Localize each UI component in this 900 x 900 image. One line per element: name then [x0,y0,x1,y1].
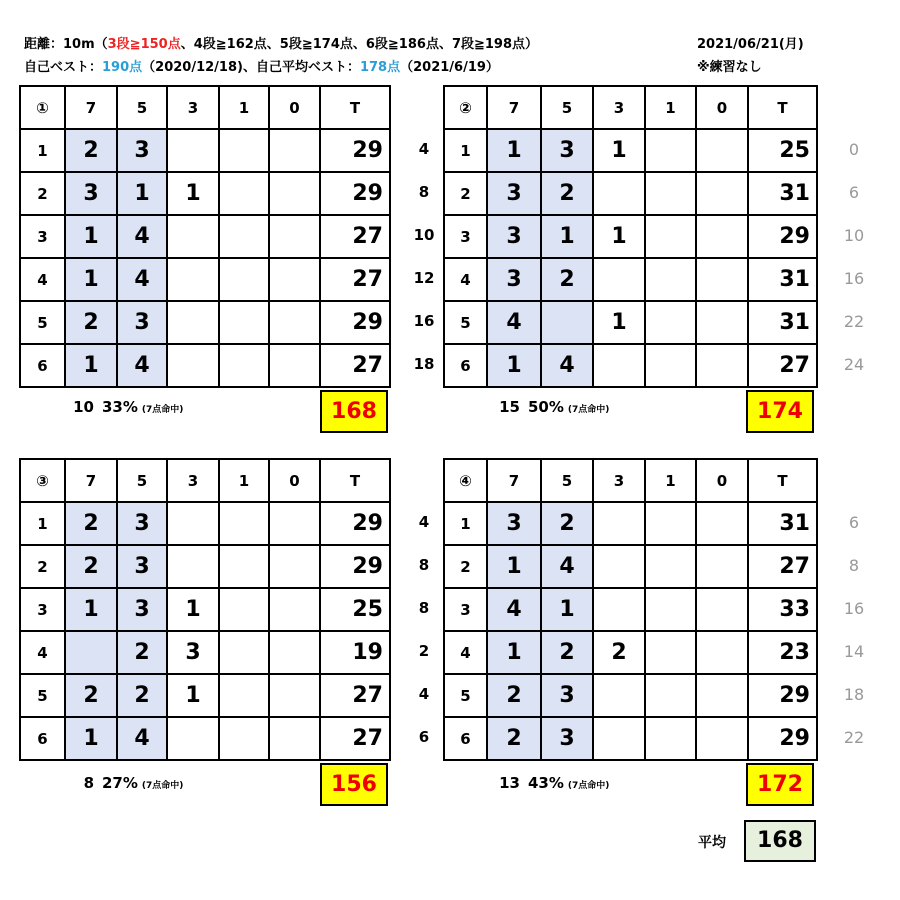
row-number: 2 [20,172,65,215]
row-number: 3 [444,215,487,258]
col-1: 1 [219,459,269,502]
cell-0 [269,172,320,215]
col-3: 3 [167,86,219,129]
row-number: 4 [444,631,487,674]
cell-0 [696,215,748,258]
cell-1 [645,674,696,717]
cell-3 [167,344,219,387]
round-4-summary [486,774,609,792]
distance-prefix: 距離：10m（ [24,37,108,52]
round-3-summary [60,774,183,792]
cell-0 [269,674,320,717]
cell-1 [219,717,269,760]
rank-thresholds: 、4段≧162点、5段≧174点、6段≧186点、7段≧198点） [180,37,539,52]
cell-5: 3 [117,588,167,631]
col-1: 1 [645,459,696,502]
row-number: 4 [444,258,487,301]
cell-0 [269,588,320,631]
table-row [20,258,390,301]
cell-0 [696,545,748,588]
cell-5: 3 [541,717,593,760]
cumulative-value: 16 [843,269,865,288]
round-3-table [19,458,391,761]
table-row [444,172,817,215]
row-number: 1 [20,129,65,172]
row-number: 5 [444,301,487,344]
cell-0 [269,129,320,172]
cell-3 [167,258,219,301]
cell-7: 2 [65,129,117,172]
row-total: 31 [748,502,817,545]
row-number: 6 [20,717,65,760]
cell-1 [645,588,696,631]
cell-5: 3 [117,502,167,545]
cumulative-value: 24 [843,355,865,374]
cell-3: 1 [593,301,645,344]
cell-1 [645,717,696,760]
hit-percent: 33% [102,398,138,416]
hit-note: (7点命中) [567,405,610,415]
cell-3: 1 [593,129,645,172]
col-7: 7 [487,459,541,502]
cell-0 [696,502,748,545]
cell-3: 1 [167,588,219,631]
cell-7: 2 [65,301,117,344]
cell-5: 4 [541,545,593,588]
cumulative-value: 8 [418,556,430,574]
cell-0 [269,717,320,760]
table-row [20,674,390,717]
table-row [444,631,817,674]
row-total: 27 [748,344,817,387]
row-total: 29 [320,129,390,172]
col-7: 7 [65,86,117,129]
row-total: 31 [748,172,817,215]
row-total: 19 [320,631,390,674]
table-row [20,545,390,588]
cell-5: 2 [541,172,593,215]
rank3-threshold: 3段≧150点 [107,37,181,52]
table-row [20,344,390,387]
row-total: 29 [320,301,390,344]
cell-3 [167,545,219,588]
cell-5: 2 [541,502,593,545]
cumulative-value: 6 [848,183,860,202]
col-1: 1 [219,86,269,129]
row-total: 27 [320,717,390,760]
table-row [444,674,817,717]
cell-1 [219,172,269,215]
cell-0 [269,631,320,674]
cumulative-value: 2 [418,642,430,660]
col-1: 1 [645,86,696,129]
cumulative-value: 0 [848,140,860,159]
row-number: 5 [20,674,65,717]
cell-3: 2 [593,631,645,674]
cumulative-value: 10 [413,226,435,244]
round-3-total: 156 [320,763,388,806]
hit-count: 15 [499,398,520,416]
table-row [20,588,390,631]
row-number: 6 [444,717,487,760]
cell-5: 2 [117,674,167,717]
table-row [20,301,390,344]
cell-5: 3 [117,301,167,344]
table-row [444,502,817,545]
hit-count: 10 [73,398,94,416]
row-total: 23 [748,631,817,674]
row-number: 6 [444,344,487,387]
cell-7: 1 [487,129,541,172]
cell-0 [696,301,748,344]
row-total: 29 [320,172,390,215]
cell-1 [219,545,269,588]
table-row [444,588,817,631]
cumulative-value: 22 [843,312,865,331]
average-label: 平均 [698,835,726,851]
row-total: 31 [748,301,817,344]
cell-3 [167,502,219,545]
row-total: 25 [320,588,390,631]
table-row [444,258,817,301]
cell-1 [219,674,269,717]
round-4-total: 172 [746,763,814,806]
table-row [444,717,817,760]
table-row [20,502,390,545]
cell-5: 2 [541,631,593,674]
cell-1 [645,172,696,215]
cell-1 [645,631,696,674]
cumulative-value: 6 [848,513,860,532]
cell-0 [269,344,320,387]
cell-5: 1 [541,588,593,631]
average-value: 168 [744,820,816,862]
table-row [444,129,817,172]
cell-1 [645,215,696,258]
row-number: 3 [20,588,65,631]
round-label: ① [20,86,65,129]
cumulative-value: 10 [843,226,865,245]
practice-note: ※練習なし [697,60,762,75]
cumulative-value: 14 [843,642,865,661]
hit-note: (7点命中) [567,781,610,791]
cell-7: 3 [487,258,541,301]
round-1-cumulative [402,128,446,386]
cell-7: 2 [65,502,117,545]
row-total: 25 [748,129,817,172]
round-label: ③ [20,459,65,502]
cell-1 [219,258,269,301]
row-total: 33 [748,588,817,631]
row-number: 3 [20,215,65,258]
cell-5: 4 [117,215,167,258]
cell-0 [696,129,748,172]
round-1-total: 168 [320,390,388,433]
cell-3 [167,215,219,258]
hit-count: 13 [499,774,520,792]
hit-percent: 43% [528,774,564,792]
col-7: 7 [487,86,541,129]
cell-1 [645,545,696,588]
cell-1 [645,258,696,301]
cumulative-value: 4 [418,140,430,158]
cell-0 [696,588,748,631]
row-number: 6 [20,344,65,387]
row-number: 4 [20,631,65,674]
hit-count: 8 [83,774,94,792]
cell-7: 1 [65,344,117,387]
cell-5: 2 [541,258,593,301]
row-number: 1 [20,502,65,545]
table-row [20,129,390,172]
cell-1 [219,502,269,545]
cell-7: 1 [65,717,117,760]
hit-percent: 50% [528,398,564,416]
cell-5: 4 [117,717,167,760]
round-4-table [443,458,818,761]
cell-3 [593,172,645,215]
average-best-score: 178点 [359,60,401,75]
col-0: 0 [269,86,320,129]
row-number: 1 [444,502,487,545]
cell-0 [269,502,320,545]
row-total: 29 [748,674,817,717]
row-total: 29 [320,545,390,588]
round-1-table [19,85,391,388]
table-row [444,545,817,588]
cell-3 [593,717,645,760]
cell-3: 1 [167,674,219,717]
row-number: 5 [20,301,65,344]
cumulative-value: 16 [843,599,865,618]
col-3: 3 [593,459,645,502]
row-total: 29 [320,502,390,545]
cell-3 [593,674,645,717]
cell-7 [65,631,117,674]
row-total: 29 [748,717,817,760]
session-date: 2021/06/21(月) [697,37,804,52]
cell-3: 1 [593,215,645,258]
cumulative-value: 18 [413,355,435,373]
cell-7: 1 [65,588,117,631]
cell-3: 3 [167,631,219,674]
cumulative-value: 18 [843,685,865,704]
row-total: 27 [320,344,390,387]
cell-7: 4 [487,301,541,344]
col-5: 5 [117,86,167,129]
cell-1 [645,502,696,545]
row-number: 4 [20,258,65,301]
cell-7: 3 [487,215,541,258]
col-total: T [320,459,390,502]
cell-7: 1 [487,631,541,674]
col-total: T [320,86,390,129]
hit-note: (7点命中) [141,781,184,791]
best-middle: （2020/12/18)、自己平均ベスト： [142,60,360,75]
cell-0 [269,215,320,258]
cell-3 [593,545,645,588]
col-7: 7 [65,459,117,502]
cell-1 [219,588,269,631]
col-5: 5 [117,459,167,502]
row-number: 2 [444,545,487,588]
table-row [20,631,390,674]
cell-7: 1 [65,258,117,301]
cell-3 [167,301,219,344]
row-total: 27 [320,215,390,258]
cell-5: 1 [541,215,593,258]
cell-7: 2 [65,674,117,717]
table-row [444,301,817,344]
cell-7: 3 [65,172,117,215]
cell-5: 2 [117,631,167,674]
cell-5: 4 [117,258,167,301]
cell-5: 1 [117,172,167,215]
cell-0 [269,301,320,344]
cell-5 [541,301,593,344]
cell-0 [696,631,748,674]
row-number: 1 [444,129,487,172]
personal-best-score: 190点 [102,60,143,75]
cell-3: 1 [167,172,219,215]
cell-0 [696,344,748,387]
round-2-summary [486,398,609,416]
cell-7: 1 [65,215,117,258]
cumulative-value: 8 [418,183,430,201]
cumulative-value: 4 [418,513,430,531]
col-0: 0 [696,459,748,502]
cumulative-value: 4 [418,685,430,703]
hit-percent: 27% [102,774,138,792]
round-label: ② [444,86,487,129]
cell-7: 2 [487,717,541,760]
cell-5: 3 [117,545,167,588]
best-prefix: 自己ベスト： [24,60,103,75]
row-number: 2 [444,172,487,215]
col-total: T [748,459,817,502]
cell-1 [219,344,269,387]
cumulative-value: 8 [418,599,430,617]
cell-1 [219,215,269,258]
cell-0 [696,717,748,760]
table-row [20,215,390,258]
best-suffix: （2021/6/19） [400,60,499,75]
cell-7: 2 [65,545,117,588]
cumulative-value: 6 [418,728,430,746]
table-row [444,344,817,387]
cumulative-value: 16 [413,312,435,330]
cell-0 [269,258,320,301]
cell-1 [645,129,696,172]
row-number: 5 [444,674,487,717]
cumulative-value: 22 [843,728,865,747]
col-5: 5 [541,459,593,502]
cell-5: 4 [541,344,593,387]
cell-7: 2 [487,674,541,717]
col-0: 0 [269,459,320,502]
cell-0 [696,674,748,717]
row-total: 31 [748,258,817,301]
row-total: 27 [320,258,390,301]
cell-5: 4 [117,344,167,387]
cell-3 [593,344,645,387]
personal-best-line [24,56,499,75]
round-3-cumulative [402,501,446,759]
cell-0 [696,172,748,215]
cell-1 [219,129,269,172]
row-total: 27 [320,674,390,717]
cell-7: 1 [487,545,541,588]
round-2-total: 174 [746,390,814,433]
cell-1 [645,301,696,344]
col-3: 3 [167,459,219,502]
cumulative-value: 12 [413,269,435,287]
row-total: 27 [748,545,817,588]
cell-7: 4 [487,588,541,631]
table-row [20,717,390,760]
table-row [444,215,817,258]
cumulative-value: 8 [848,556,860,575]
cell-3 [593,588,645,631]
cell-7: 1 [487,344,541,387]
hit-note: (7点命中) [141,405,184,415]
cell-3 [593,258,645,301]
round-2-table [443,85,818,388]
cell-3 [167,717,219,760]
col-0: 0 [696,86,748,129]
col-3: 3 [593,86,645,129]
cell-1 [219,301,269,344]
cell-0 [696,258,748,301]
table-row [20,172,390,215]
cell-1 [219,631,269,674]
round-1-summary [60,398,183,416]
col-total: T [748,86,817,129]
cell-3 [593,502,645,545]
row-number: 2 [20,545,65,588]
cell-5: 3 [117,129,167,172]
round-4-cumulative [832,501,876,759]
cell-0 [269,545,320,588]
cell-5: 3 [541,129,593,172]
round-label: ④ [444,459,487,502]
cell-7: 3 [487,172,541,215]
row-number: 3 [444,588,487,631]
cell-3 [167,129,219,172]
cell-1 [645,344,696,387]
round-2-cumulative [832,128,876,386]
cell-5: 3 [541,674,593,717]
distance-line [24,33,538,52]
cell-7: 3 [487,502,541,545]
row-total: 29 [748,215,817,258]
col-5: 5 [541,86,593,129]
